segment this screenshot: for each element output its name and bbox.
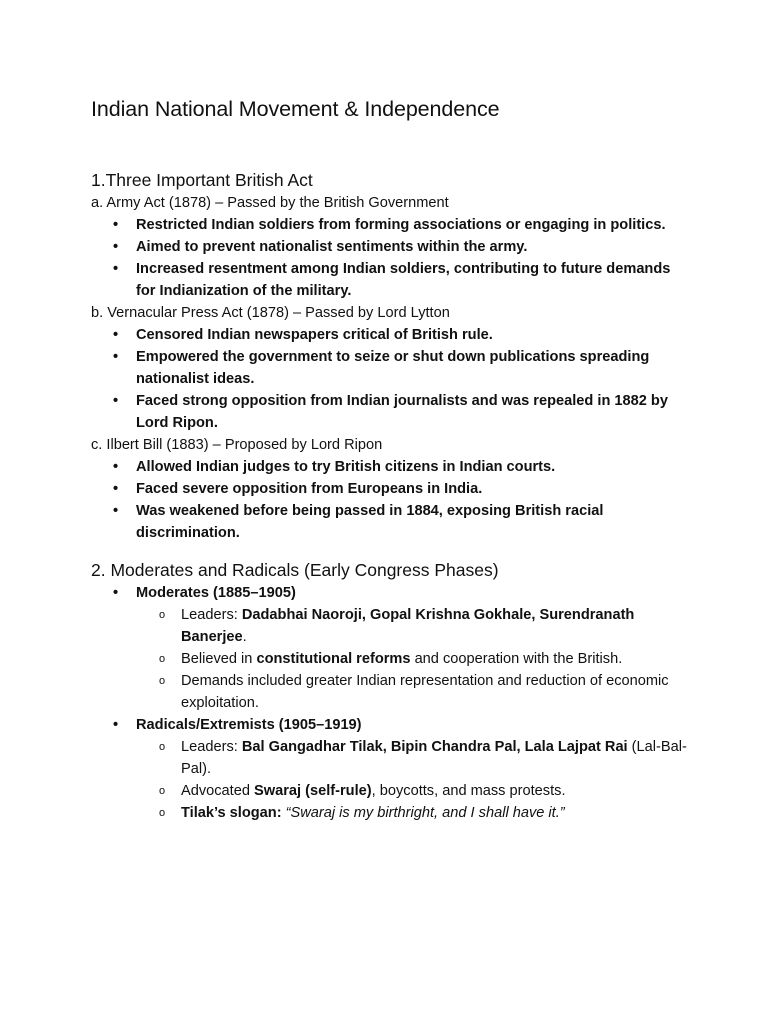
leaders-prefix: Leaders:: [181, 739, 242, 755]
list-item: [91, 236, 691, 258]
sub-list-item: [136, 736, 691, 780]
bullet-text: Faced strong opposition from Indian journalists and was repealed in 1882 by Lord Ripon.: [136, 393, 668, 431]
congress-phases-list: [91, 582, 691, 824]
list-item: [91, 214, 691, 236]
bullet-text: Faced severe opposition from Europeans in India.: [136, 481, 483, 497]
belief-suffix: and cooperation with the British.: [410, 651, 623, 667]
bullet-text: Censored Indian newspapers critical of British rule.: [136, 327, 493, 343]
belief-bold: constitutional reforms: [256, 651, 411, 667]
document-page: [91, 94, 691, 824]
circle-bullet-icon: o: [159, 785, 166, 797]
radical-leaders-names: Bal Gangadhar Tilak, Bipin Chandra Pal, Lala Lajpat Rai: [241, 739, 628, 755]
bullet-icon: •: [113, 239, 119, 255]
circle-bullet-icon: o: [159, 653, 166, 665]
section-spacer: [91, 544, 691, 558]
list-item-radicals: [91, 714, 691, 824]
bullet-text: Was weakened before being passed in 1884, exposing British racial discrimination.: [136, 503, 604, 541]
moderates-label: Moderates (1885–1905): [136, 585, 296, 601]
demands-text: Demands included greater Indian representation and reduction of economic exploitation.: [181, 673, 669, 711]
bullet-icon: •: [113, 717, 119, 733]
bullet-text: Allowed Indian judges to try British citizens in Indian courts.: [136, 459, 556, 475]
bullet-icon: •: [113, 393, 119, 409]
section-heading-british-acts: 1.Three Important British Act: [91, 170, 313, 190]
moderate-leaders-names: Dadabhai Naoroji, Gopal Krishna Gokhale, Surendranath Banerjee: [181, 607, 635, 645]
bullet-icon: •: [113, 349, 119, 365]
belief-prefix: Believed in: [181, 651, 257, 667]
leaders-suffix: (Lal-Bal-Pal).: [181, 739, 687, 777]
leaders-prefix: Leaders:: [181, 607, 242, 623]
act-heading-army-act: a. Army Act (1878) – Passed by the British Government: [91, 195, 449, 211]
sub-list-item: [136, 670, 691, 714]
bullet-icon: •: [113, 327, 119, 343]
bullet-icon: •: [113, 217, 119, 233]
vernacular-act-bullets: [91, 324, 691, 434]
list-item: [91, 456, 691, 478]
act-heading-ilbert-bill: c. Ilbert Bill (1883) – Proposed by Lord Ripon: [91, 437, 383, 453]
sub-list-item: [136, 780, 691, 802]
sub-list-item: [136, 802, 691, 824]
advocated-prefix: Advocated: [181, 783, 255, 799]
bullet-text: Empowered the government to seize or shut down publications spreading nationalist ideas.: [136, 349, 650, 387]
advocated-suffix: , boycotts, and mass protests.: [371, 783, 566, 799]
sub-list-item: [136, 604, 691, 648]
list-item: [91, 346, 691, 390]
circle-bullet-icon: o: [159, 807, 166, 819]
bullet-text: Aimed to prevent nationalist sentiments within the army.: [136, 239, 528, 255]
act-heading-vernacular-press-act: b. Vernacular Press Act (1878) – Passed by Lord Lytton: [91, 305, 450, 321]
slogan-quote: “Swaraj is my birthright, and I shall have it.”: [285, 805, 565, 821]
circle-bullet-icon: o: [159, 675, 166, 687]
leaders-suffix: .: [242, 629, 247, 645]
list-item: [91, 500, 691, 544]
circle-bullet-icon: o: [159, 741, 166, 753]
document-title: Indian National Movement & Independence: [91, 97, 500, 121]
army-act-bullets: [91, 214, 691, 302]
list-item-moderates: [91, 582, 691, 714]
bullet-icon: •: [113, 459, 119, 475]
slogan-label: Tilak’s slogan:: [181, 805, 282, 821]
bullet-icon: •: [113, 585, 119, 601]
sub-list-item: [136, 648, 691, 670]
circle-bullet-icon: o: [159, 609, 166, 621]
list-item: [91, 390, 691, 434]
radicals-label: Radicals/Extremists (1905–1919): [136, 717, 362, 733]
list-item: [91, 478, 691, 500]
moderates-sublist: [136, 604, 691, 714]
list-item: [91, 324, 691, 346]
bullet-text: Increased resentment among Indian soldiers, contributing to future demands for Indianization of the military.: [136, 261, 671, 299]
advocated-bold: Swaraj (self-rule): [254, 783, 372, 799]
bullet-icon: •: [113, 261, 119, 277]
bullet-icon: •: [113, 481, 119, 497]
bullet-icon: •: [113, 503, 119, 519]
section-heading-moderates-radicals: 2. Moderates and Radicals (Early Congress Phases): [91, 560, 499, 580]
ilbert-bill-bullets: [91, 456, 691, 544]
radicals-sublist: [136, 736, 691, 824]
bullet-text: Restricted Indian soldiers from forming associations or engaging in politics.: [136, 217, 666, 233]
list-item: [91, 258, 691, 302]
